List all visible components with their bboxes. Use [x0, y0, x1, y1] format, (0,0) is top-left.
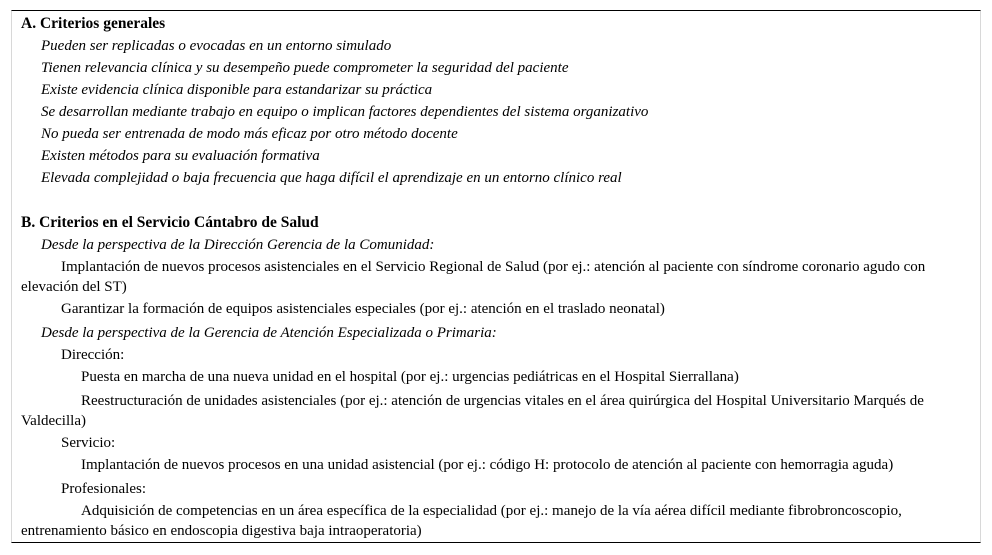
criterion-item: Adquisición de competencias en un área específica de la especialidad (por ej.: manejo de la vía aérea difícil mediante fibrobroncoscopio, entrenamiento básico en endoscopia digestiva baja intraoperatoria): [21, 503, 902, 539]
servicio-label: Servicio:: [61, 435, 116, 451]
criterion-item: Tienen relevancia clínica y su desempeño puede comprometer la seguridad del paciente: [41, 60, 569, 76]
profesionales-label: Profesionales:: [61, 481, 146, 497]
section-a-heading: A. Criterios generales: [21, 15, 166, 32]
gerencia-atencion-title: Desde la perspectiva de la Gerencia de Atención Especializada o Primaria:: [41, 325, 497, 341]
direccion-gerencia-title: Desde la perspectiva de la Dirección Gerencia de la Comunidad:: [41, 237, 435, 253]
direccion-label: Dirección:: [61, 347, 125, 363]
criterion-item: Implantación de nuevos procesos en una unidad asistencial (por ej.: código H: protocolo de atención al paciente con hemorragia aguda): [81, 457, 894, 473]
criterion-item: Existe evidencia clínica disponible para estandarizar su práctica: [41, 82, 433, 98]
criterion-item: Puesta en marcha de una nueva unidad en el hospital (por ej.: urgencias pediátricas en el Hospital Sierrallana): [81, 369, 739, 385]
criterion-item: Garantizar la formación de equipos asistenciales especiales (por ej.: atención en el traslado neonatal): [61, 301, 665, 317]
section-spacer: [21, 189, 951, 212]
criterion-item: No pueda ser entrenada de modo más eficaz por otro método docente: [41, 126, 458, 142]
criterion-item: Implantación de nuevos procesos asistenciales en el Servicio Regional de Salud (por ej.: atención al paciente con síndrome coronario agudo con elevación del ST): [21, 259, 926, 295]
criteria-table-content: [21, 13, 951, 542]
section-b-heading: B. Criterios en el Servicio Cántabro de Salud: [21, 214, 319, 231]
criterion-item: Se desarrollan mediante trabajo en equipo o implican factores dependientes del sistema organizativo: [41, 104, 649, 120]
criterion-item: Existen métodos para su evaluación formativa: [41, 148, 320, 164]
criterion-item: Reestructuración de unidades asistenciales (por ej.: atención de urgencias vitales en el área quirúrgica del Hospital Universitario Marqués de Valdecilla): [21, 393, 924, 429]
criterion-item: Elevada complejidad o baja frecuencia que haga difícil el aprendizaje en un entorno clínico real: [41, 170, 622, 186]
criterion-item: Pueden ser replicadas o evocadas en un entorno simulado: [41, 38, 392, 54]
